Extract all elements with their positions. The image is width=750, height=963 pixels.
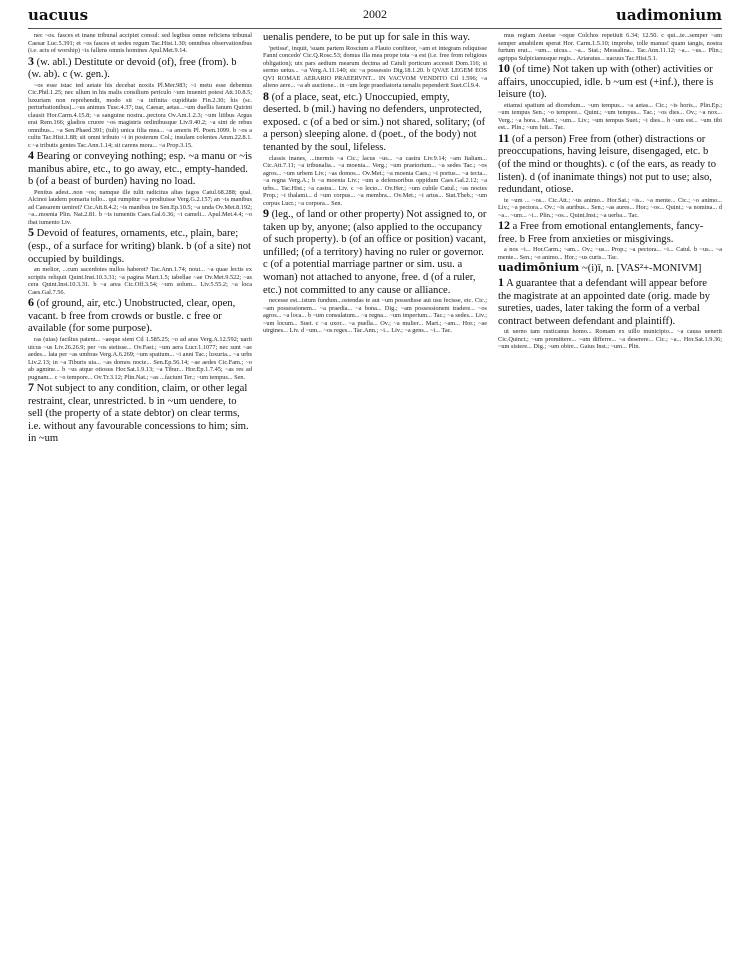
sense-definition: [263, 90, 487, 155]
sense-definition: [498, 219, 722, 246]
definition-text: Not subject to any condition, claim, or other legal restraint, clear, unrestricted. b in ~um uendere, to sell (the property of a state debtor) on clear terms, i.e. without any favourable concessions to him; sim. in ~um: [28, 383, 249, 445]
text-columns: [28, 32, 722, 954]
column-right: [498, 32, 722, 954]
citation-paragraph: an melior, ...cum sacerdotes nullos haberet? Tac.Ann.1.74; noui... ~a quae lectis ex scriptis reliquit Quint.Inst.10.3.31; ~a pagina Mart.1.5; tabellae ~ae Ov.Met.9.522; ~as cera Quint.Inst.10.3.31. b ~a area Cic.Off.3.54; ~um solum... Liv.5.55.2; ~a loca Caes.Gal.7.56.: [28, 266, 252, 296]
entry-headword: [498, 261, 722, 276]
headword-etymology: ~(i)ī, n. [VAS²+-MONIVM]: [581, 263, 702, 275]
citation-paragraph: necesse est...istum fundum...ostendas te aut ~um possedisse aut usu fecisse, etc. Cic.; ~am possessionem... ~a praedia... ~a bona... Dig.; ~am possessionem tradere... ~os agros... ~a loca... b ~um consulatum... ~a regna... ~um imperium... Tac.; ~a sedes... Liv.; ~um locum... Suet. c ~a uxor... ~a puella... Ov.; ~a mulier... Mart.; ~am... Hor.; ~ae uirgines... Liv. d ~um... ~os reges... Tac.Ann.; ~i... Liv.; ~a gens... ~i... Tac.: [263, 297, 487, 335]
sense-definition: [28, 226, 252, 266]
sense-number: 6: [28, 295, 34, 310]
column-left: [28, 32, 252, 954]
definition-text: (of a person) Free from (other) distractions or preoccupations, having leisure, disengaged, etc. b (of the mind or thoughts). c (of the ears, as ready to listen). d (of inanimate things) not put to use; also, redundant, otiose.: [498, 133, 716, 196]
dictionary-page: [28, 6, 722, 956]
sense-definition: [28, 296, 252, 336]
sense-number: 10: [498, 61, 510, 75]
sense-number: 12: [498, 218, 510, 233]
sense-definition: [28, 55, 252, 82]
citation-paragraph: classis inanes, ...inermis ~a Cic.; lacus ~us... ~a castra Liv.9.14; ~am Italiam... Cic.Att.7.11; ~a tribunalia... ~a moenia... Verg.; ~um praetorium... ~a sedes Tac.; ~os agros... ~um urbem Liv.; ~as domos... Ov.Met.; ~a moenia Caes.; ~i portus... ~a tecta... ~a regna Verg.A.; b ~a moenia Liv.; ~um a defensoribus oppidum Caes.Gal.2.12; ~a urbs... Tac.Hist.; ~a castra... Liv. c ~o lecto... Ov.Her.; ~um cubile Catul.; ~as noctes Prop.; ~i thalami... d ~um corpus... ~a membra... Ov.Met.; ~i artus... Stat.Theb.; ~um corpus Lucr.; ~a corpora... Sen.: [263, 154, 487, 207]
sense-number: 1: [498, 275, 504, 290]
running-head: [28, 6, 722, 29]
sense-number: 7: [28, 380, 34, 395]
sense-number: 11: [498, 130, 510, 145]
running-head-left-word: uacuus: [28, 6, 89, 24]
citation-paragraph: ~os esse istac ted aetate his decebat noxiis Pl.Mer.983; ~i metu esse debemus Cic.Phil.1.25; nec ullum in his malis consilium periculo ~um inueniri potest Att.10.8.5; luxuriam non reprehendit, modo sit ~a infinita cupiditate Fin.2.30; his (sc. perturbationibus)...~us animus Tusc.4.37; tua, Caesar, aetas...~um duellis Ianum Quirini clausit Hor.Carm.4.15.8; ~a sanguine nostra...pectora Ov.Am.1.2.3; ~um litibus Argus erat Rem.166; gladios cruore ~os magistris ordinibusque Liv.9.40.2; ~a sint de rebus omnibus... ~a Sen.Phaed.391; (tuli) unica filia mea... ~a amoris Pl. Poen.1099. b ~os a cultu Tac.Hist.1.88; sit omni tributo ~i in posterum Col.; insulam colentes Amm.22.8.1. c ~a tributis gentes Tac.Ann.1.14; sit carens mora... ~a Prop.3.15.: [28, 81, 252, 149]
definition-text: Bearing or conveying nothing; esp. ~a manu or ~is manibus abire, etc., to go away, etc., empty-handed. b (of a beast of burden) having no load.: [28, 151, 252, 188]
sense-definition: [263, 32, 487, 45]
citation-paragraph: nec ~os. fasces et inane tribunal accipiet consul: sed legibus omne reficiens tribunal Caesar Luc.5.391; et ~os fasces et sedes regum Tac.Hist.1.30; omnibus observationibus (i.e. acts of worship) ~is fallens omnis homines Apul.Met.9.14.: [28, 32, 252, 54]
definition-text: uenalis pendere, to be put up for sale in this way.: [263, 32, 471, 43]
sense-definition: [263, 207, 487, 297]
citation-paragraph: Penitus adest...non ~os; namque ille tulit radicitus altas fagos Catul.68.288; qual. Alcinoi laudem pomaria tollo... qui rumpitur ~a prodiuisse Verg.G.2.157; an ~is manibus ad Caesarem ueniret? Cic.Att.8.4.2; ~is manibus ire Sen.Ep.10.5; ~a unda Ov.Met.8.192; ~a...moenia Plin. Nat.2.81. b ~is iumentis Caes.Gal.6.36; ~i cameli... Apul.Met.4.4; ~o ibat iumento Liv.: [28, 188, 252, 226]
sense-definition: [498, 62, 722, 102]
sense-number: 4: [28, 148, 34, 163]
citation-paragraph: mus regiam Aeetae ~oque Colchos repetiuit 6.34; 12.50. c qui...te...semper ~am semper amabilem sperat Hor. Carm.1.5.10; improbe, tolle manus! quam tangis, nostra furtum erat... ~um... uicus... ~a... Stat.; Messalina... Tac.Ann.11.12; ~a... ~us... Plin.; agrippa Sulpicianusque regis... Ariaratus... uacuus Tac.Hist.5.1.: [498, 32, 722, 62]
definition-text: (of time) Not taken up with (other) activities or affairs, unoccupied, idle. b ~um est (+inf.), there is leisure (to).: [498, 64, 714, 101]
sense-number: 9: [263, 206, 269, 221]
column-middle: [263, 32, 487, 954]
sense-definition: [498, 276, 722, 328]
sense-definition: [498, 132, 722, 197]
sense-number: 5: [28, 225, 34, 240]
definition-text: A guarantee that a defendant will appear before the magistrate at an appointed date (orig. made by sureties, uades, later taking the form of a verbal contract between defendant and plaintiff).: [498, 278, 711, 327]
citation-paragraph: ut uerno tam rusticanus homo... Romam ex uillo municipio... ~a causa uenerit Cic.Quinct.; ~um promittere... ~um differre... ~a deserere... Cic.; ~a... Hor.Sat.1.9.36; ~um sistere... Dig.; ~um obire... Gaius Inst.; ~um... Plin.: [498, 328, 722, 351]
page-number: 2002: [363, 7, 387, 21]
definition-text: (of a place, seat, etc.) Unoccupied, empty, deserted. b (mil.) having no defenders, unprotected, exposed. c (of a bed or sim.) not shared, solitary; (of a person) sleeping alone. d (poet., of the body) not tenanted by the soul, lifeless.: [263, 91, 486, 153]
headword: uadimōnium: [498, 260, 580, 275]
citation-paragraph: 'petisse', inquit, 'suam partem Roscium a Flauio confiteor, ~am et integram reliquisse Fanni concedo' Cic.Q.Rosc.53; domus illa mea prope tota ~a est (i.e. free from religious obligation); uix pars aedium mearum decima ad Catuli porticum accessit Dom.116; si sermo uetus... ~a Verg.A.11.140; sic ~a possessio Dig.18.1.20. b QVAE LEGEM EOS QVI ROMAE AERARIO PRAEERVNT... IN VACVOM VENDITO Cil 1.596; ~a alieno aere... ~a ab auctione... in ~um lege praediatoria uenalis pependerit Suet.Cl.9.4.: [263, 44, 487, 90]
definition-text: (leg., of land or other property) Not assigned to, or taken up by, anyone; (also applied to the occupancy of such property). b (of an office or position) vacant, unfilled; (of a territory) having no ruler or governor. c (of a potential marriage partner or sim. usu. a woman) not attached to anyone, free. d (of a ruler, etc.) not committed to any cause or alliance.: [263, 209, 487, 296]
sense-definition: [28, 381, 252, 446]
citation-paragraph: ras (uias) facilius patent... ~aeque sient Cil 1.585.25; ~o ad aras Verg.A.12.592; uarii uicus ~us Liv.26.26.9; per ~os stetisse... Ov.Fast.; ~um aera Lucr.1.1077; nec sunt ~ae aedes... lata per ~as umbras Verg.A.6.269; ~um spatium... ~i anni Tac.; luxuria... ~a urbs Liv.2.13; in ~a Tiburis uia... ~as domos nocte... Sen.Ep.56.14; ~ae aedes Cic.Fam.; ~o ab agmine... b ~us atque otiosus Hor.Sat.1.9.13; ~a Tibur... Hor.Ep.1.7.45; ~as res ad pugnam... c ~o tempore... Ov.Tr.3.12; Plin.Nat.; ~as ...faciunt Ter.; ~um tempus... Sen.: [28, 336, 252, 381]
definition-text: a Free from emotional entanglements, fancy-free. b Free from anxieties or misgivings.: [498, 221, 704, 245]
definition-text: Devoid of features, ornaments, etc., plain, bare; (esp., of a surface for writing) blank. b (of a site) not occupied by buildings.: [28, 228, 251, 265]
sense-number: 8: [263, 88, 269, 103]
definition-text: (of ground, air, etc.) Unobstructed, clear, open, vacant. b free from crowds or bustle. c free or available (for some purpose).: [28, 298, 236, 335]
sense-definition: [28, 149, 252, 189]
citation-paragraph: etiamsi spatium ad dicendum... ~um tempus... ~a aetas... Cic.; ~is horis... Plin.Ep.; ~um tempus Sen.; ~o tempore... Quint.; ~um tempus... Tac.; ~os dies... Ov.; ~a nox... Verg.; ~a hora... Mart.; ~um... Liv.; ~um tempus Suet.; ~i dies... b ~um est... ~um tibi est... Plin.; ~um fuit... Tac.: [498, 101, 722, 132]
sense-number: 3: [28, 53, 34, 68]
citation-paragraph: te ~um ... ~os... Cic.Att.; ~us animo... Hor.Sat.; ~is... ~a mente... Cic.; ~o animo... Liv.; ~a pectora... Ov.; ~is auribus... Sen.; ~as aures... Hor.; ~os... Quint.; ~a nomina... d ~a... ~um... ~i... Plin.; ~os... Quint.Inst.; ~a uerba... Tac.: [498, 196, 722, 219]
definition-text: (w. abl.) Destitute or devoid (of), free (from). b (w. ab). c (w. gen.).: [28, 56, 237, 81]
running-head-right-word: uadimonium: [615, 6, 722, 24]
citation-paragraph: a nos ~i... Hor.Carm.; ~am... Ov.; ~us... Prop.; ~a pectora... ~i... Catul. b ~us... ~a mente... Sen.; ~o animo... Hor.; ~us curis... Tac.: [498, 246, 722, 261]
